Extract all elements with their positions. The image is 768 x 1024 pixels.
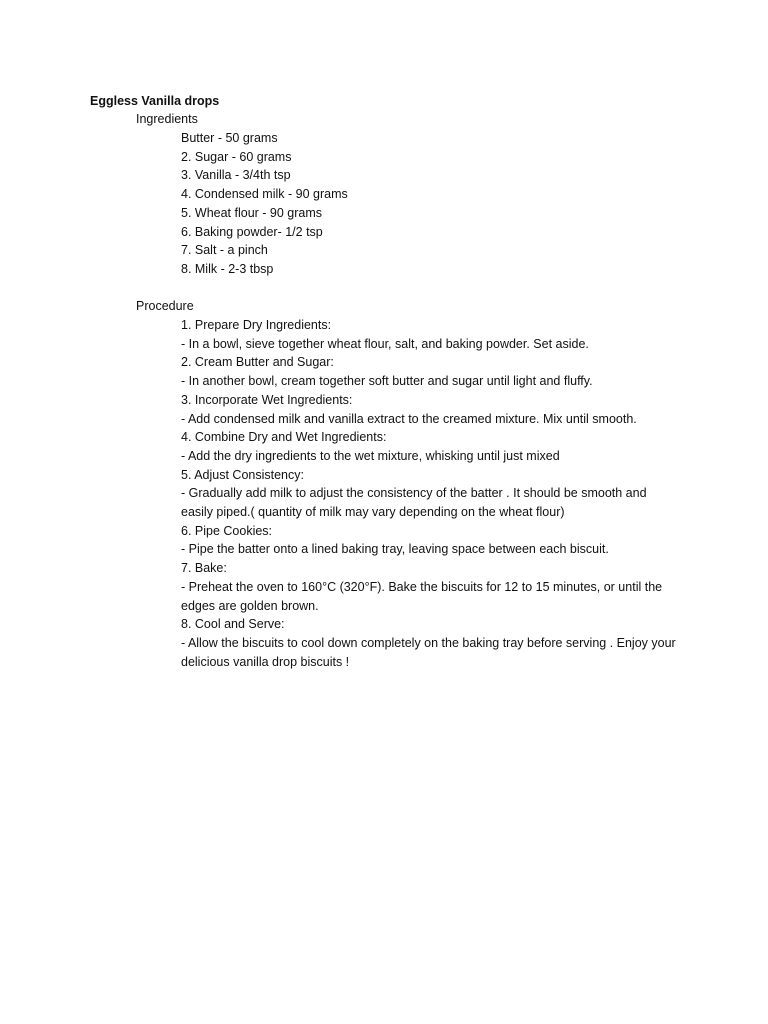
ingredient-item: 5. Wheat flour - 90 grams: [181, 205, 323, 220]
procedure-list: [181, 316, 681, 671]
procedure-step-heading: 6. Pipe Cookies:: [181, 523, 273, 538]
procedure-step-detail: - In another bowl, cream together soft butter and sugar until light and fluffy.: [181, 374, 593, 389]
procedure-step-detail: - Gradually add milk to adjust the consistency of the batter . It should be smooth and easily piped.( quantity of milk may vary depending on the wheat flour): [181, 486, 647, 520]
procedure-step-heading: 5. Adjust Consistency:: [181, 467, 304, 482]
ingredient-item: 7. Salt - a pinch: [181, 243, 268, 258]
ingredient-item: Butter - 50 grams: [181, 131, 278, 145]
ingredients-list: [181, 129, 681, 279]
procedure-step-heading: 4. Combine Dry and Wet Ingredients:: [181, 430, 387, 445]
document-title: Eggless Vanilla drops: [90, 94, 220, 108]
ingredient-item: 3. Vanilla - 3/4th tsp: [181, 168, 291, 183]
procedure-step-detail: - Add condensed milk and vanilla extract to the creamed mixture. Mix until smooth.: [181, 411, 637, 426]
procedure-step-detail: - Add the dry ingredients to the wet mixture, whisking until just mixed: [181, 448, 560, 463]
ingredients-heading: Ingredients: [136, 112, 198, 126]
ingredient-item: 8. Milk - 2-3 tbsp: [181, 261, 274, 276]
procedure-step-detail: - Preheat the oven to 160°C (320°F). Bake the biscuits for 12 to 15 minutes, or until the edges are golden brown.: [181, 579, 663, 613]
ingredient-item: 2. Sugar - 60 grams: [181, 149, 292, 164]
procedure-step-detail: - Pipe the batter onto a lined baking tray, leaving space between each biscuit.: [181, 542, 609, 557]
procedure-step-detail: - In a bowl, sieve together wheat flour, salt, and baking powder. Set aside.: [181, 336, 589, 351]
procedure-heading: Procedure: [136, 299, 194, 313]
ingredient-item: 6. Baking powder- 1/2 tsp: [181, 224, 323, 239]
procedure-step-heading: 7. Bake:: [181, 561, 227, 576]
ingredient-item: 4. Condensed milk - 90 grams: [181, 187, 348, 202]
procedure-step-heading: 1. Prepare Dry Ingredients:: [181, 318, 332, 332]
procedure-step-detail: - Allow the biscuits to cool down completely on the baking tray before serving . Enjoy your delicious vanilla drop biscuits !: [181, 635, 676, 669]
procedure-step-heading: 8. Cool and Serve:: [181, 617, 285, 632]
procedure-step-heading: 2. Cream Butter and Sugar:: [181, 355, 334, 370]
procedure-step-heading: 3. Incorporate Wet Ingredients:: [181, 392, 353, 407]
